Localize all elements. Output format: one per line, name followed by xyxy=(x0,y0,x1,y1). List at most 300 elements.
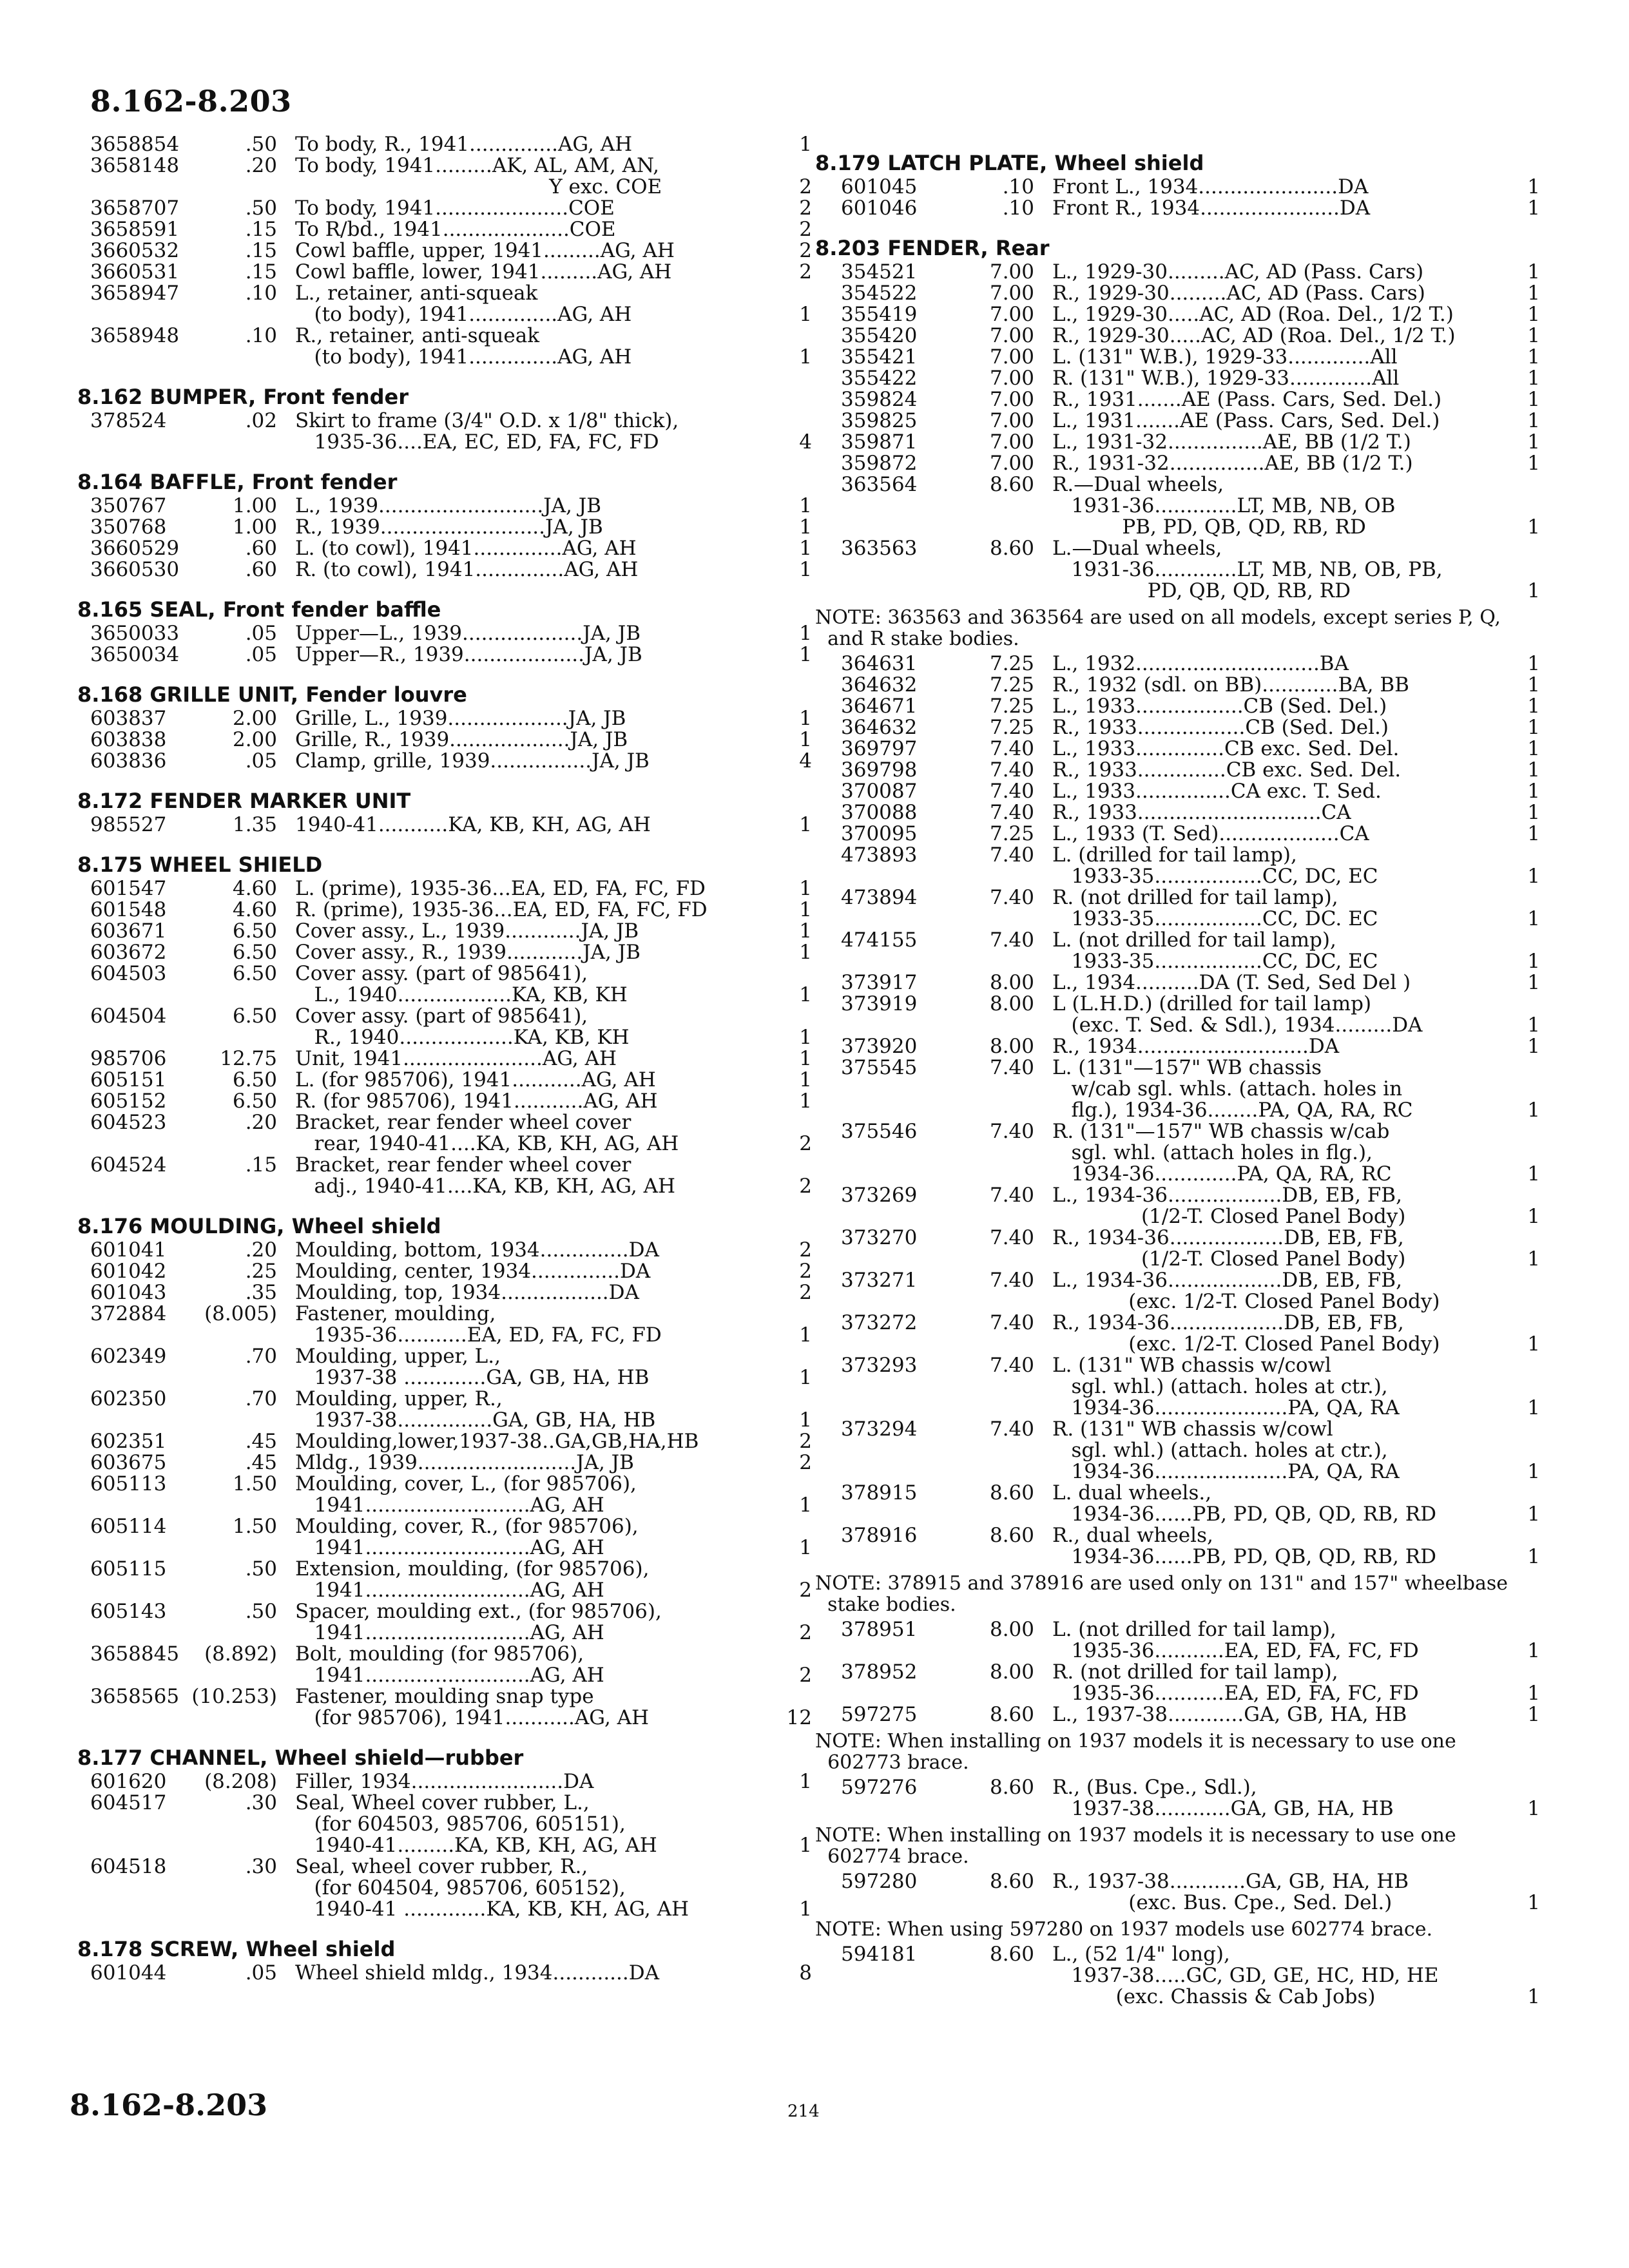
part-price: .10 xyxy=(245,282,277,305)
part-row xyxy=(77,325,812,347)
part-number: 355422 xyxy=(841,367,918,390)
part-description: Upper—R., 1939...................JA, JB xyxy=(295,644,642,666)
part-price: 7.40 xyxy=(989,886,1034,909)
part-description: (for 604503, 985706, 605151), xyxy=(295,1814,626,1835)
part-number: 604524 xyxy=(90,1153,167,1177)
part-price: 8.60 xyxy=(989,1703,1034,1726)
part-description: Grille, L., 1939...................JA, JB xyxy=(295,708,626,729)
part-description: sgl. whl.) (attach. holes at ctr.), xyxy=(1052,1376,1388,1398)
part-number: 3660532 xyxy=(90,239,180,262)
part-row xyxy=(815,368,1540,389)
part-number: 364671 xyxy=(841,695,918,718)
part-quantity: 1 xyxy=(799,1047,812,1070)
part-row xyxy=(77,240,812,262)
part-row xyxy=(815,1640,1540,1662)
part-description: L., 1933...............CA exc. T. Sed. xyxy=(1052,781,1382,802)
part-description: Wheel shield mldg., 1934............DA xyxy=(295,1963,659,1984)
part-description: To body, R., 1941..............AG, AH xyxy=(295,134,633,155)
part-number: 375546 xyxy=(841,1120,918,1143)
part-price: 6.50 xyxy=(232,941,277,964)
part-description: 1937-38.....GC, GD, GE, HC, HD, HE xyxy=(1052,1965,1439,1986)
section-number: 8.178 xyxy=(77,1937,143,1961)
part-row xyxy=(77,1176,812,1197)
part-row xyxy=(77,751,812,772)
part-quantity: 1 xyxy=(1527,758,1540,782)
part-price: .10 xyxy=(1002,175,1034,198)
part-description: Moulding, cover, R., (for 985706), xyxy=(295,1516,639,1537)
part-row xyxy=(77,1070,812,1091)
part-row xyxy=(815,1440,1540,1461)
part-number: 597280 xyxy=(841,1870,918,1893)
part-number: 378951 xyxy=(841,1618,918,1641)
part-row xyxy=(815,347,1540,368)
part-row xyxy=(77,1601,812,1622)
part-number: 603671 xyxy=(90,919,167,943)
part-number: 3658845 xyxy=(90,1642,180,1666)
part-description: Bolt, moulding (for 985706), xyxy=(295,1644,584,1665)
part-price: 8.00 xyxy=(989,971,1034,994)
part-number: 602349 xyxy=(90,1345,167,1368)
part-row xyxy=(77,1112,812,1133)
part-description: Fastener, moulding, xyxy=(295,1303,496,1325)
part-description: Extension, moulding, (for 985706), xyxy=(295,1559,650,1580)
part-quantity: 12 xyxy=(786,1706,812,1729)
part-price: 7.40 xyxy=(989,1418,1034,1441)
part-description: 1935-36...........EA, ED, FA, FC, FD xyxy=(1052,1640,1419,1662)
part-price: 7.00 xyxy=(989,388,1034,411)
part-price: 1.00 xyxy=(232,494,277,517)
part-number: 3658707 xyxy=(90,197,180,220)
part-price: .20 xyxy=(245,154,277,177)
part-quantity: 1 xyxy=(799,303,812,326)
part-row xyxy=(77,1495,812,1516)
part-row xyxy=(77,538,812,559)
part-description: Moulding, upper, L., xyxy=(295,1346,501,1367)
part-quantity: 1 xyxy=(799,707,812,730)
part-quantity: 1 xyxy=(1527,1205,1540,1228)
part-price: 7.40 xyxy=(989,928,1034,952)
part-row xyxy=(77,283,812,304)
part-description: Fastener, moulding snap type xyxy=(295,1686,594,1707)
part-description: w/cab sgl. whls. (attach. holes in xyxy=(1052,1079,1403,1100)
note: NOTE: When installing on 1937 models it is necessary to use one 602773 brace. xyxy=(815,1730,1456,1774)
part-price: 1.50 xyxy=(232,1515,277,1538)
part-number: 355421 xyxy=(841,345,918,369)
part-description: L., 1937-38............GA, GB, HA, HB xyxy=(1052,1704,1407,1725)
part-row xyxy=(77,1771,812,1792)
part-description: R., 1934-36..................DB, EB, FB, xyxy=(1052,1312,1404,1334)
part-row xyxy=(77,347,812,368)
part-description: 1931-36.............LT, MB, NB, OB xyxy=(1052,495,1396,517)
part-price: 7.25 xyxy=(989,695,1034,718)
part-price: 8.00 xyxy=(989,1035,1034,1058)
part-quantity: 1 xyxy=(1527,652,1540,675)
part-description: 1937-38...............GA, GB, HA, HB xyxy=(295,1410,656,1431)
part-description: R. (to cowl), 1941..............AG, AH xyxy=(295,559,639,581)
part-description: Unit, 1941......................AG, AH xyxy=(295,1048,617,1070)
part-description: sgl. whl.) (attach. holes at ctr.), xyxy=(1052,1440,1388,1461)
part-price: .05 xyxy=(245,643,277,666)
part-quantity: 1 xyxy=(1527,780,1540,803)
section-title: WHEEL SHIELD xyxy=(149,852,323,877)
part-description: L., 1934-36..................DB, EB, FB, xyxy=(1052,1270,1402,1291)
part-row xyxy=(77,921,812,942)
part-row xyxy=(77,410,812,432)
part-description: Cowl baffle, lower, 1941.........AG, AH xyxy=(295,262,672,283)
part-price: 6.50 xyxy=(232,1004,277,1028)
part-quantity: 1 xyxy=(1527,1460,1540,1483)
part-number: 378915 xyxy=(841,1481,918,1504)
part-price: (10.253) xyxy=(191,1685,277,1708)
part-row xyxy=(815,1871,1540,1892)
section-number: 8.177 xyxy=(77,1745,143,1770)
part-description: R.—Dual wheels, xyxy=(1052,474,1224,495)
part-description: Moulding, upper, R., xyxy=(295,1389,503,1410)
part-description: Cover assy., L., 1939............JA, JB xyxy=(295,921,639,942)
part-quantity: 1 xyxy=(799,133,812,156)
part-number: 601043 xyxy=(90,1281,167,1304)
part-number: 473893 xyxy=(841,843,918,867)
part-description: (for 604504, 985706, 605152), xyxy=(295,1878,626,1899)
part-price: .45 xyxy=(245,1451,277,1474)
part-description: L., 1929-30.....AC, AD (Roa. Del., 1/2 T.) xyxy=(1052,304,1454,325)
part-quantity: 1 xyxy=(1527,1247,1540,1271)
part-row xyxy=(77,1878,812,1899)
part-description: 1937-38............GA, GB, HA, HB xyxy=(1052,1798,1394,1820)
part-number: 3660529 xyxy=(90,537,180,560)
part-number: 603672 xyxy=(90,941,167,964)
part-quantity: 1 xyxy=(799,643,812,666)
part-quantity: 8 xyxy=(799,1961,812,1984)
part-price: 7.00 xyxy=(989,430,1034,454)
part-quantity: 1 xyxy=(799,537,812,560)
part-price: 8.00 xyxy=(989,992,1034,1015)
part-description: To body, 1941.....................COE xyxy=(295,198,615,219)
part-description: L., 1933.................CB (Sed. Del.) xyxy=(1052,696,1387,717)
part-quantity: 1 xyxy=(1527,282,1540,305)
part-price: 12.75 xyxy=(220,1047,277,1070)
part-row xyxy=(815,1704,1540,1725)
page-footer: 8.162-8.203 xyxy=(70,2088,268,2122)
part-description: R., 1933.............................CA xyxy=(1052,802,1351,823)
part-quantity: 1 xyxy=(1527,1682,1540,1705)
part-quantity: 1 xyxy=(1527,1332,1540,1356)
section-heading xyxy=(815,236,1540,260)
part-row xyxy=(815,1312,1540,1334)
part-row xyxy=(77,177,812,198)
part-description: L., 1939..........................JA, JB xyxy=(295,495,601,517)
part-number: 350767 xyxy=(90,494,167,517)
part-number: 3660531 xyxy=(90,260,180,284)
section-number: 8.176 xyxy=(77,1214,143,1238)
part-description: L. (131"—157" WB chassis xyxy=(1052,1057,1322,1079)
part-price: 7.40 xyxy=(989,737,1034,760)
part-description: R. (131" WB chassis w/cowl xyxy=(1052,1419,1333,1440)
part-row xyxy=(815,1483,1540,1504)
part-row xyxy=(77,899,812,921)
part-number: 605114 xyxy=(90,1515,167,1538)
part-description: Moulding, bottom, 1934..............DA xyxy=(295,1240,659,1261)
part-number: 364631 xyxy=(841,652,918,675)
part-row xyxy=(815,474,1540,495)
part-number: 370088 xyxy=(841,801,918,824)
part-row xyxy=(815,177,1540,198)
part-row xyxy=(815,432,1540,453)
part-number: 373270 xyxy=(841,1226,918,1249)
part-row xyxy=(815,1100,1540,1121)
part-quantity: 2 xyxy=(799,1260,812,1283)
part-price: .35 xyxy=(245,1281,277,1304)
part-row xyxy=(815,908,1540,930)
part-row xyxy=(77,1027,812,1048)
part-description: Moulding,lower,1937-38..GA,GB,HA,HB xyxy=(295,1431,699,1452)
part-number: 604517 xyxy=(90,1791,167,1814)
part-row xyxy=(815,823,1540,845)
part-row xyxy=(77,1303,812,1325)
part-number: 3660530 xyxy=(90,558,180,581)
part-price: 7.00 xyxy=(989,345,1034,369)
part-row xyxy=(77,155,812,177)
part-number: 3658591 xyxy=(90,218,180,241)
page-number: 214 xyxy=(787,2102,820,2121)
part-description: R. (131" W.B.), 1929-33.............All xyxy=(1052,368,1400,389)
part-number: 597275 xyxy=(841,1703,918,1726)
part-description: R., 1933..............CB exc. Sed. Del. xyxy=(1052,760,1402,781)
part-description: Bracket, rear fender wheel cover xyxy=(295,1155,631,1176)
part-number: 378952 xyxy=(841,1660,918,1684)
part-row xyxy=(815,1965,1540,1986)
part-description: R. (not drilled for tail lamp), xyxy=(1052,887,1338,908)
part-quantity: 1 xyxy=(1527,1503,1540,1526)
part-description: Grille, R., 1939...................JA, JB xyxy=(295,729,628,751)
part-description: L., 1931.......AE (Pass. Cars, Sed. Del.) xyxy=(1052,410,1440,432)
section-heading xyxy=(77,852,812,877)
part-description: 1941..........................AG, AH xyxy=(295,1537,604,1559)
part-description: L. (131" W.B.), 1929-33.............All xyxy=(1052,347,1398,368)
part-quantity: 1 xyxy=(1527,197,1540,220)
part-row xyxy=(815,1504,1540,1525)
part-number: 359872 xyxy=(841,452,918,475)
part-description: (to body), 1941..............AG, AH xyxy=(295,304,632,325)
part-number: 474155 xyxy=(841,928,918,952)
part-description: 1940-41 .............KA, KB, KH, AG, AH xyxy=(295,1899,689,1920)
part-number: 355420 xyxy=(841,324,918,347)
part-quantity: 1 xyxy=(1527,515,1540,539)
part-number: 373272 xyxy=(841,1311,918,1334)
part-row xyxy=(815,1683,1540,1704)
part-description: 1933-35.................CC, DC. EC xyxy=(1052,908,1378,930)
part-row xyxy=(815,1334,1540,1355)
part-quantity: 1 xyxy=(1527,579,1540,602)
part-price: (8.005) xyxy=(204,1302,277,1325)
part-price: .15 xyxy=(245,1153,277,1177)
part-row xyxy=(815,581,1540,602)
section-heading xyxy=(815,151,1540,175)
part-row xyxy=(77,1048,812,1070)
part-description: L. (not drilled for tail lamp), xyxy=(1052,930,1336,951)
part-description: R., 1940..................KA, KB, KH xyxy=(295,1027,630,1048)
part-quantity: 1 xyxy=(1527,1797,1540,1820)
part-price: .15 xyxy=(245,218,277,241)
section-title: SCREW, Wheel shield xyxy=(149,1937,396,1961)
part-quantity: 1 xyxy=(799,1834,812,1857)
part-quantity: 1 xyxy=(1527,1985,1540,2008)
part-row xyxy=(77,1537,812,1559)
part-description: R. (131"—157" WB chassis w/cab xyxy=(1052,1121,1390,1142)
part-quantity: 1 xyxy=(799,1068,812,1091)
part-row xyxy=(77,1474,812,1495)
part-quantity: 1 xyxy=(1527,971,1540,994)
part-quantity: 1 xyxy=(1527,822,1540,845)
part-price: .70 xyxy=(245,1345,277,1368)
part-description: 1935-36...........EA, ED, FA, FC, FD xyxy=(295,1325,662,1346)
part-price: 7.40 xyxy=(989,1354,1034,1377)
part-description: Front R., 1934......................DA xyxy=(1052,198,1371,219)
part-number: 985527 xyxy=(90,813,167,836)
part-price: 7.40 xyxy=(989,1226,1034,1249)
part-description: Clamp, grille, 1939................JA, JB xyxy=(295,751,650,772)
part-number: 364632 xyxy=(841,673,918,697)
section-heading xyxy=(77,1214,812,1238)
part-row xyxy=(815,994,1540,1015)
part-row xyxy=(77,1155,812,1176)
part-row xyxy=(77,1431,812,1452)
part-price: 7.00 xyxy=(989,324,1034,347)
part-number: 601548 xyxy=(90,898,167,921)
part-quantity: 1 xyxy=(799,622,812,645)
part-row xyxy=(815,325,1540,347)
part-price: 2.00 xyxy=(232,728,277,751)
part-row xyxy=(815,283,1540,304)
part-description: To R/bd., 1941....................COE xyxy=(295,219,616,240)
section-number: 8.175 xyxy=(77,852,143,877)
part-number: 604518 xyxy=(90,1855,167,1878)
part-number: 601620 xyxy=(90,1770,167,1793)
part-number: 3658148 xyxy=(90,154,180,177)
section-heading xyxy=(77,470,812,494)
part-quantity: 1 xyxy=(799,728,812,751)
part-description: R., 1934-36..................DB, EB, FB, xyxy=(1052,1227,1404,1249)
part-number: 602350 xyxy=(90,1387,167,1410)
part-price: .60 xyxy=(245,558,277,581)
part-description: R., 1931.......AE (Pass. Cars, Sed. Del.) xyxy=(1052,389,1442,410)
section-title: GRILLE UNIT, Fender louvre xyxy=(149,682,467,707)
part-number: 597276 xyxy=(841,1776,918,1799)
part-quantity: 1 xyxy=(799,494,812,517)
part-price: 7.40 xyxy=(989,1056,1034,1079)
part-quantity: 1 xyxy=(799,1898,812,1921)
part-price: .20 xyxy=(245,1111,277,1134)
part-description: R., 1934...........................DA xyxy=(1052,1036,1340,1057)
part-row xyxy=(815,760,1540,781)
section-number: 8.203 xyxy=(815,236,881,260)
part-number: 605151 xyxy=(90,1068,167,1091)
part-description: R., (Bus. Cpe., Sdl.), xyxy=(1052,1777,1257,1798)
part-number: 601046 xyxy=(841,197,918,220)
part-row xyxy=(815,1057,1540,1079)
section-number: 8.172 xyxy=(77,789,143,813)
part-description: Seal, wheel cover rubber, R., xyxy=(295,1856,588,1878)
part-row xyxy=(815,1164,1540,1185)
part-row xyxy=(815,951,1540,972)
part-description: L., 1934..........DA (T. Sed, Sed Del ) xyxy=(1052,972,1411,994)
part-description: 1934-36.....................PA, QA, RA xyxy=(1052,1398,1400,1419)
part-number: 605113 xyxy=(90,1472,167,1495)
part-description: (exc. 1/2-T. Closed Panel Body) xyxy=(1052,1291,1440,1312)
part-row xyxy=(815,1142,1540,1164)
part-description: L. (for 985706), 1941...........AG, AH xyxy=(295,1070,656,1091)
part-quantity: 2 xyxy=(799,197,812,220)
part-number: 370087 xyxy=(841,780,918,803)
part-description: Cowl baffle, upper, 1941.........AG, AH xyxy=(295,240,675,262)
part-quantity: 1 xyxy=(1527,345,1540,369)
part-quantity: 2 xyxy=(799,1175,812,1198)
part-quantity: 1 xyxy=(1527,1099,1540,1122)
part-description: L. dual wheels., xyxy=(1052,1483,1212,1504)
section-number: 8.164 xyxy=(77,470,143,494)
part-price: 8.00 xyxy=(989,1660,1034,1684)
part-row xyxy=(77,942,812,963)
part-row xyxy=(815,1249,1540,1270)
part-row xyxy=(77,1240,812,1261)
part-price: 7.40 xyxy=(989,801,1034,824)
section-heading xyxy=(77,1745,812,1770)
part-number: 3650034 xyxy=(90,643,180,666)
part-row xyxy=(815,887,1540,908)
part-description: L., 1932.............................BA xyxy=(1052,653,1349,675)
part-row xyxy=(815,866,1540,887)
section-number: 8.165 xyxy=(77,597,143,622)
part-description: R. (not drilled for tail lamp), xyxy=(1052,1662,1338,1683)
part-description: 1933-35.................CC, DC, EC xyxy=(1052,866,1378,887)
part-description: (exc. Chassis & Cab Jobs) xyxy=(1052,1986,1376,2008)
part-row xyxy=(77,1389,812,1410)
part-number: 354522 xyxy=(841,282,918,305)
part-price: .50 xyxy=(245,1600,277,1623)
part-row xyxy=(77,1261,812,1282)
part-price: 1.00 xyxy=(232,515,277,539)
part-price: .02 xyxy=(245,409,277,432)
part-row xyxy=(77,1452,812,1474)
part-row xyxy=(77,198,812,219)
part-price: 8.60 xyxy=(989,473,1034,496)
part-number: 604503 xyxy=(90,962,167,985)
note: NOTE: 378915 and 378916 are used only on 131" and 157" wheelbase stake bodies. xyxy=(815,1572,1509,1616)
part-quantity: 1 xyxy=(1527,1639,1540,1662)
part-number: 373920 xyxy=(841,1035,918,1058)
part-description: Filler, 1934........................DA xyxy=(295,1771,594,1792)
section-title: FENDER MARKER UNIT xyxy=(149,789,411,813)
part-number: 601044 xyxy=(90,1961,167,1984)
part-description: R., retainer, anti-squeak xyxy=(295,325,539,347)
part-row xyxy=(815,1944,1540,1965)
section-heading xyxy=(77,1937,812,1961)
part-quantity: 4 xyxy=(799,430,812,454)
left-column xyxy=(77,134,812,1984)
part-number: 601547 xyxy=(90,877,167,900)
part-row xyxy=(77,1814,812,1835)
part-quantity: 2 xyxy=(799,1451,812,1474)
part-quantity: 1 xyxy=(1527,1035,1540,1058)
part-number: 378916 xyxy=(841,1524,918,1547)
section-title: CHANNEL, Wheel shield—rubber xyxy=(149,1745,524,1770)
part-row xyxy=(77,1091,812,1112)
part-row xyxy=(77,1792,812,1814)
part-price: 7.00 xyxy=(989,282,1034,305)
part-row xyxy=(815,304,1540,325)
section-number: 8.168 xyxy=(77,682,143,707)
section-title: LATCH PLATE, Wheel shield xyxy=(887,151,1204,175)
